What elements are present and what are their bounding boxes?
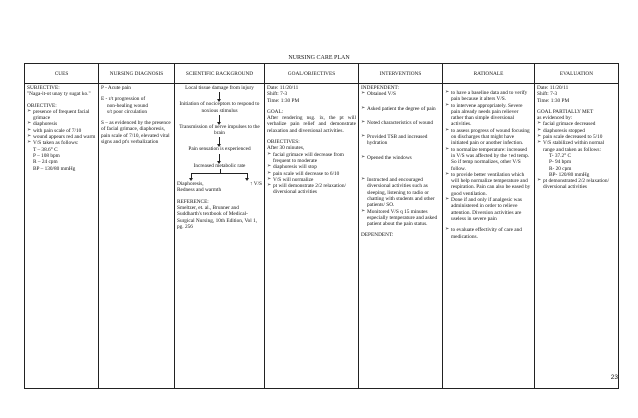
header-diagnosis: NURSING DIAGNOSIS [99,64,175,84]
rationale-item: ➢ to intervene appropriately. Severe pain already needs pain reliever rather than simple diversional activities. [445,103,532,128]
header-interventions: INTERVENTIONS [359,64,443,84]
header-cues: CUES [25,64,99,84]
down-arrow-icon [219,115,220,123]
reference-text: Smeltzer, et. al., Brunner and Suddharth's textbook of Medical-Surgical Nursing, 10th Edition, Vol 1, pg. 256 [177,204,258,230]
goal-label: GOAL: [267,108,284,115]
vital-sign: R – 24 cpm [33,159,58,166]
rationale-item: ➢ to provide better ventilation which will help normalize temperature and respiration. Pain can also be eased by good ventilation. [445,172,532,197]
evaluation-item: ➢ pt demonstrated 2/2 relaxation/ diversional activities [537,178,616,191]
intervention-item: ➢ Noted characteristics of wound [361,120,440,126]
diagnosis-cell [99,84,175,389]
goal-cell [265,84,359,389]
cues-cell [25,84,99,389]
vital-sign: BP – 130/80 mmHg [33,165,76,172]
header-rationale: RATIONALE [443,64,535,84]
pathway-step-2: Initiation of nociceptors to respond to noxious stimulus [179,101,260,114]
down-arrow-icon [219,137,220,145]
evaluation-cell [535,84,619,389]
rationale-item: ➢ to assess progress of wound focusing on discharges that might have initiated pain or another infection. [445,128,532,147]
rationale-item: ➢ to have a baseline data and to verify pain because it alters V/S. [445,90,532,103]
evaluation-shift: Shift: 7-3 [537,91,558,98]
cue-item: ➢ with pain scale of 7/10 [27,128,96,134]
evaluation-time: Time: 1:30 PM [537,97,570,104]
header-row [25,64,619,84]
intervention-item: ➢ Instructed and encouraged diversional activities such as sleeping, listening to radio or chatting with students and other patients/ SO. [361,177,440,208]
interventions-cell [359,84,443,389]
evaluation-vital: BP- 120/80 mmHg [549,171,590,178]
header-goal: GOAL/OBJECTIVES [265,64,359,84]
diagnosis-signs: S – as evidenced by the presence of facial grimace, diaphoresis, pain scale of 7/10, elevated vital signs and pt's verbalization [101,120,171,146]
intervention-item: ➢ Asked patient the degree of pain [361,106,440,112]
diagnosis-etiology-detail: non-healing wound [107,102,149,109]
dependent-label: DEPENDENT: [361,232,394,239]
intervention-item: ➢ Obtained V/S [361,91,440,97]
cue-item: ➢ V/S taken as follows: [27,140,96,146]
objective-item: ➢ diaphoresis will stop [267,164,356,170]
objective-item: ➢ pain scale will decrease to 6/10 [267,171,356,177]
subjective-label: SUBJECTIVE: [27,85,60,91]
branch-bottom: Redness and warmth [177,187,222,194]
evaluation-vital: T- 37.2° C [549,152,572,159]
cue-item: ➢ diaphoresis [27,121,96,127]
cue-item: ➢ wound appears red and warm [27,134,96,140]
branch-arrows-icon [181,169,258,181]
header-background: SCIENTIFIC BACKGROUND [175,64,265,84]
rationale-item: ➢ Done if and only if analgesic was administered in order to relieve attention. Diversion activities are useless in severe pain [445,197,532,222]
objectives-intro: After 30 minutes, [267,145,305,152]
intervention-item: ➢ Provided TSB and increased hydration [361,134,440,147]
background-cell [175,84,265,389]
branch-right: ↑ V/S [249,181,262,188]
objectives-label: OBJECTIVES: [267,139,300,146]
evaluation-date: Date: 11/20/11 [537,85,569,91]
objective-item: ➢ pt will demonstrate 2/2 relaxation/ diversional activities [267,183,356,196]
evaluation-item: ➢ pain scale decreased to 5/10 [537,134,616,140]
down-arrow-icon [219,154,220,162]
diagnosis-problem: P - Acute pain [101,85,131,91]
down-arrow-icon [219,92,220,100]
nursing-care-plan-table [24,63,619,389]
evaluation-evidenced: as evidenced by: [537,115,573,122]
evaluation-item: ➢ V/S stabilized within normal range and taken as follows: [537,140,616,153]
rationale-item: ➢ to normalize temperature: increased in V/S was affected by the ↑ed temp. So if temp normalizes, other V/S follow. [445,147,532,172]
goal-shift: Shift: 7-3 [267,91,288,98]
pathway-step-3: Transmission of nerve impulses to the brain [179,123,260,137]
branch-left: Diaphoresis, [177,181,204,188]
diagnosis-etiology-detail: s/t poor circulation [107,108,148,115]
cue-item: ➢ presence of frequent facial grimace [27,109,96,122]
objective-label: OBJECTIVE: [27,102,57,109]
evaluation-vital: P- 94 bpm [549,159,572,166]
evaluation-item: ➢ facial grimace decreased [537,121,616,127]
pathway-step-5: Increased metabolic rate [193,162,246,169]
evaluation-status: GOAL PARTIALLY MET [537,108,594,115]
diagnosis-etiology: E - r/t progression of [101,96,146,103]
evaluation-item: ➢ diaphoresis stopped [537,128,616,134]
goal-time: Time: 1:30 PM [267,97,300,104]
goal-text: After rendering nsg. ix, the pt will verbalize pain relief and demonstrate relaxation and diversional activities. [267,115,356,134]
vital-sign: P – 108 bpm [33,152,60,159]
page-title: NURSING CARE PLAN [288,55,350,61]
pathway-step-1: Local tissue damage from injury [185,85,254,91]
objective-item: ➢ V/S will normalize [267,177,356,183]
goal-date: Date: 11/20/11 [267,85,299,91]
evaluation-vital: R- 20 cpm [549,165,572,172]
vital-sign: T – 38.6° C [33,146,58,153]
header-evaluation: EVALUATION [535,64,619,84]
independent-label: INDEPENDENT: [361,85,399,91]
page-number: 23 [610,374,618,381]
reference-label: REFERENCE: [177,198,209,205]
objective-item: ➢ facial grimace will decrease from frequent to moderate [267,152,356,165]
body-row [25,84,619,389]
rationale-item: ➢ to evaluate effectivity of care and medications. [445,227,532,240]
pathway-step-4: Pain sensation is experienced [188,146,251,153]
subjective-quote: "Naga-it-ot unay ty sugat ko." [27,91,91,98]
rationale-cell [443,84,535,389]
intervention-item: ➢ Opened the windows [361,155,440,161]
intervention-item: ➢ Monitored V/S q 15 minutes especially temperature and asked patient about the pain status. [361,209,440,228]
